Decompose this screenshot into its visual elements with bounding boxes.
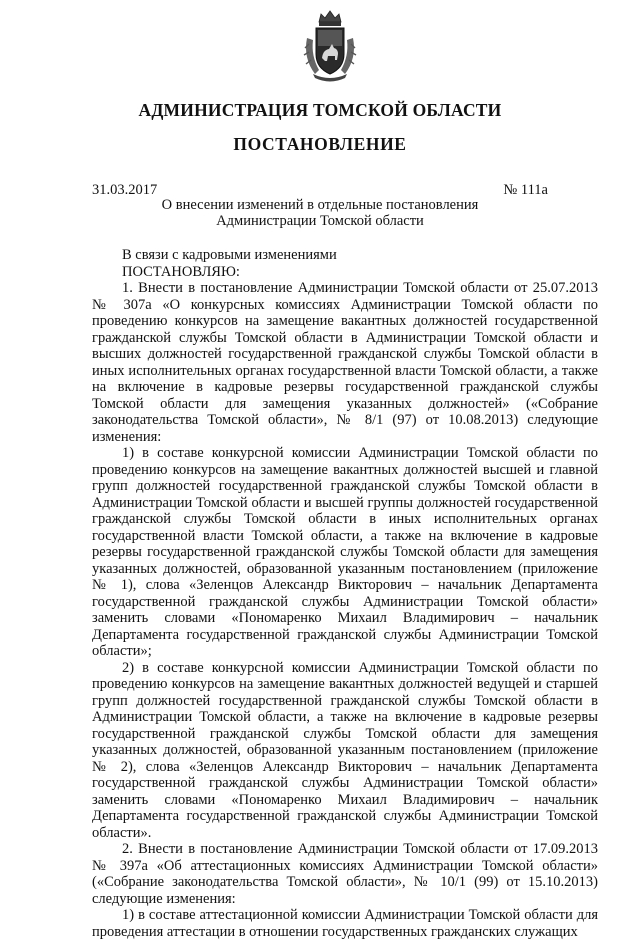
coat-of-arms-icon xyxy=(301,8,359,84)
organization-title: АДМИНИСТРАЦИЯ ТОМСКОЙ ОБЛАСТИ xyxy=(138,100,502,120)
document-subject xyxy=(0,197,640,230)
paragraph: 2. Внести в постановление Администрации Томской области от 17.09.2013 № 397а «Об аттестационных комиссиях Администрации Томской области» («Собрание законодательства Томской области», № 10/1 (99) от 15.10.2013) следующие изменения: xyxy=(92,841,598,907)
document-type: ПОСТАНОВЛЕНИЕ xyxy=(233,134,407,154)
subject-line: Администрации Томской области xyxy=(216,213,424,230)
paragraph: 1) в составе конкурсной комиссии Администрации Томской области по проведению конкурсов на замещение вакантных должностей высшей и главной групп должностей государственной гражданской службы Томской области в Администрации Томской области и высшей группы должностей государственной гражданской службы Томской области в иных исполнительных органах государственной власти Томской области, а также на включение в кадровые резервы государственной гражданской службы Томской области для замещения указанных должностей, образованной указанным постановлением (приложение № 1), слова «Зеленцов Александр Викторович – начальник Департамента государственной гражданской службы Администрации Томской области» заменить словами «Пономаренко Михаил Владимирович – начальник Департамента государственной гражданской службы Администрации Томской области»; xyxy=(92,445,598,659)
document-body xyxy=(92,247,598,940)
decree-heading: ПОСТАНОВЛЯЮ: xyxy=(122,263,240,280)
paragraph: 1) в составе аттестационной комиссии Администрации Томской области для проведения аттестации в отношении государственных гражданских служащих xyxy=(92,907,598,940)
paragraph: 2) в составе конкурсной комиссии Администрации Томской области по проведению конкурсов на замещение вакантных должностей ведущей и старшей групп должностей государственной гражданской службы Томской области в Администрации Томской области, а также на включение в кадровые резервы государственной гражданской службы Томской области для замещения указанных должностей, образованной указанным постановлением (приложение № 2), слова «Зеленцов Александр Викторович – начальник Департамента государственной гражданской службы Администрации Томской области» заменить словами «Пономаренко Михаил Владимирович – начальник Департамента государственной гражданской службы Администрации Томской области». xyxy=(92,659,598,841)
document-date: 31.03.2017 xyxy=(92,182,158,198)
document-number: № 111а xyxy=(503,182,548,198)
intro-text: В связи с кадровыми изменениями xyxy=(122,247,337,263)
subject-line: О внесении изменений в отдельные постановления xyxy=(161,197,479,213)
paragraph: 1. Внести в постановление Администрации Томской области от 25.07.2013 № 307а «О конкурсных комиссиях Администрации Томской области по проведению конкурсов на замещение вакантных должностей государственной гражданской службы Томской области в Администрации Томской области и высших должностей государственной гражданской службы Томской области в иных исполнительных органах государственной власти Томской области, а также на включение в кадровые резервы государственной гражданской службы Томской области для замещения указанных должностей» («Собрание законодательства Томской области», № 8/1 (97) от 10.08.2013) следующие изменения: xyxy=(92,280,598,445)
